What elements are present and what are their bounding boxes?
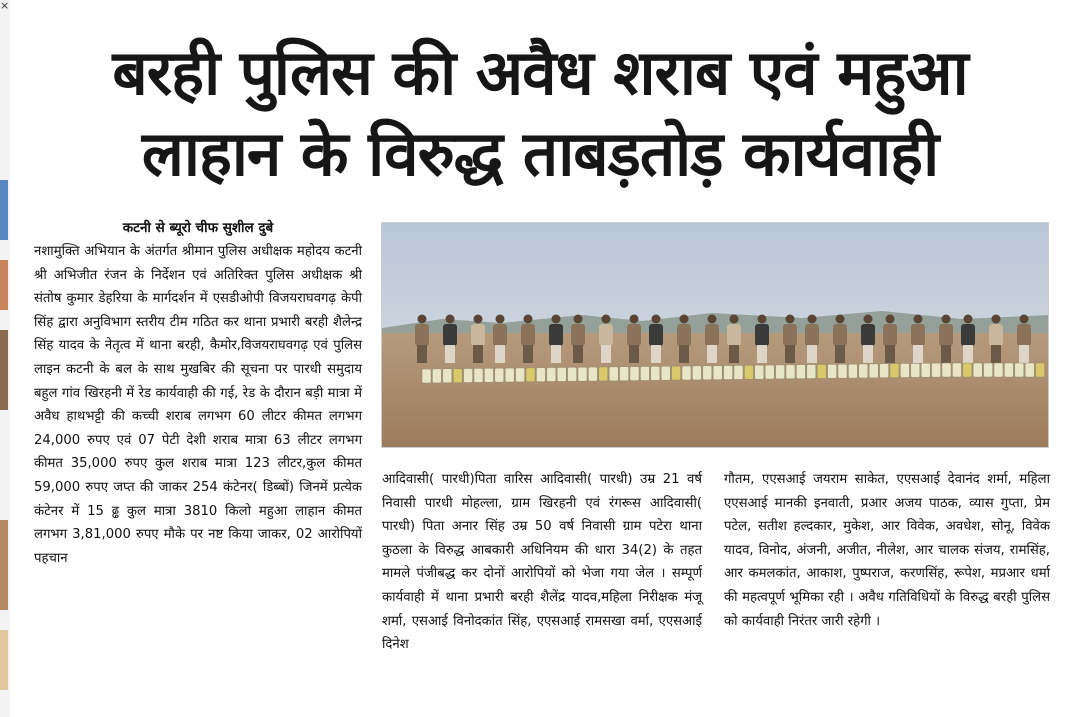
container [443,369,452,383]
container [984,363,993,377]
container [661,366,670,380]
container [828,364,837,378]
article-column-3: गौतम, एएसआई जयराम साकेत, एएसआई देवानंद शर्मा, महिला एएसआई मानकी इनवाती, प्रआर अजय पाठक, व्यास गुप्ता, प्रेम पटेल, सतीश हल्दकार, मुकेश, आर विवेक, अवधेश, सोनू, विवेक यादव, विनोद, अंजनी, अजीत, नीलेश, आर चालक संजय, रामसिंह, आर कमलकांत, आकाश, पुष्पराज, करणसिंह, रूपेश, मप्रआर धर्मा की महत्वपूर्ण भूमिका रही । अवैध गतिविधियों के विरुद्ध बरही पुलिस को कार्यवाही निरंतर जारी रहेगी । [724,472,1050,629]
edge-image-fragment [0,180,8,240]
container [1036,363,1045,377]
container [817,364,826,378]
corner-mark: × [0,0,10,12]
container [547,368,556,382]
article-column-2: आदिवासी( पारधी)पिता वारिस आदिवासी( पारधी) उम्र 21 वर्ष निवासी पारधी मोहल्ला, ग्राम खिरहनी एवं रंगरूस आदिवासी( पारधी) पिता अनार सिंह उम्र 50 वर्ष निवासी ग्राम पटेरा थाना कुठला के विरुद्ध आबकारी अधिनियम की धारा 34(2) के तहत मामले पंजीबद्ध कर दोनों आरोपियों को भेजा गया जेल । सम्पूर्ण कार्यवाही में थाना प्रभारी बरही शैलेंद्र यादव,महिला निरीक्षक मंजू शर्मा, एसआई विनोदकांत सिंह, एएसआई रामसखा वर्मा, एएसआई दिनेश [382,472,702,653]
byline: कटनी से ब्यूरो चीफ सुशील दुबे [122,220,274,236]
container [651,366,660,380]
container [432,369,441,383]
container [900,363,909,377]
container [724,366,733,380]
container [588,367,597,381]
container [578,367,587,381]
news-photo [381,222,1049,448]
container [911,363,920,377]
container [744,365,753,379]
container [848,364,857,378]
container [599,367,608,381]
container [464,369,473,383]
container [765,365,774,379]
container [932,363,941,377]
container [973,363,982,377]
container [640,366,649,380]
container [630,367,639,381]
container [1025,363,1034,377]
headline-line-2: लाहान के विरुद्ध ताबड़तोड़ कार्यवाही [141,117,939,190]
container [703,366,712,380]
container [713,366,722,380]
container [557,367,566,381]
container [692,366,701,380]
container [422,369,431,383]
headline-line-1: बरही पुलिस की अवैध शराब एवं महुआ [112,36,968,109]
headline [20,34,1060,196]
container [942,363,951,377]
edge-image-fragment [0,330,8,410]
container [755,365,764,379]
container [453,369,462,383]
container [1004,363,1013,377]
edge-image-fragment [0,520,8,610]
container [505,368,514,382]
container [994,363,1003,377]
container [474,368,483,382]
container [952,363,961,377]
container [963,363,972,377]
container [734,365,743,379]
container [921,363,930,377]
edge-image-fragment [0,260,8,310]
container [495,368,504,382]
container [484,368,493,382]
container [526,368,535,382]
container [890,364,899,378]
container [838,364,847,378]
container [786,365,795,379]
edge-image-fragment [0,630,8,690]
container [682,366,691,380]
police-raid-photo-illustration [382,223,1049,448]
container [807,365,816,379]
article-column-1: नशामुक्ति अभियान के अंतर्गत श्रीमान पुलिस अधीक्षक महोदय कटनी श्री अभिजीत रंजन के निर्देशन एवं अतिरिक्त पुलिस अधीक्षक श्री संतोष कुमार डेहरिया के मार्गदर्शन में एसडीओपी विजयराघवगढ़ केपी सिंह द्वारा अनुविभाग स्तरीय टीम गठित कर थाना प्रभारी बरही शैलेन्द्र सिंह यादव के नेतृत्व में थाना बरही, कैमोर,विजयराघवगढ़ एवं पुलिस लाइन कटनी के बल के साथ मुखबिर की सूचना पर पारधी समुदाय बहुल गांव खिरहनी में रेड कार्यवाही की गई, रेड के दौरान बड़ी मात्रा में अवैध हाथभट्टी की कच्ची शराब लगभग 60 लीटर कीमत लगभग 24,000 रुपए एवं 07 पेटी देशी शराब मात्रा 63 लीटर लगभग कीमत 35,000 रुपए कुल शराब मात्रा 123 लीटर,कुल कीमत 59,000 रुपए जप्त की जाकर 254 कंटेनर( डिब्बों) जिनमें प्रत्येक कंटेनर में 15 ढ्ढ कुल मात्रा 3810 किलो महुआ लाहान कीमत लगभग 3,81,000 रुपए मौके पर नष्ट किया जाकर, 02 आरोपियों पहचान [34,244,362,566]
container [880,364,889,378]
left-edge-strip [0,0,10,717]
container [620,367,629,381]
container [609,367,618,381]
container [536,368,545,382]
container [568,367,577,381]
container [516,368,525,382]
container [796,365,805,379]
container [859,364,868,378]
container [776,365,785,379]
container [1015,363,1024,377]
container [869,364,878,378]
container [672,366,681,380]
